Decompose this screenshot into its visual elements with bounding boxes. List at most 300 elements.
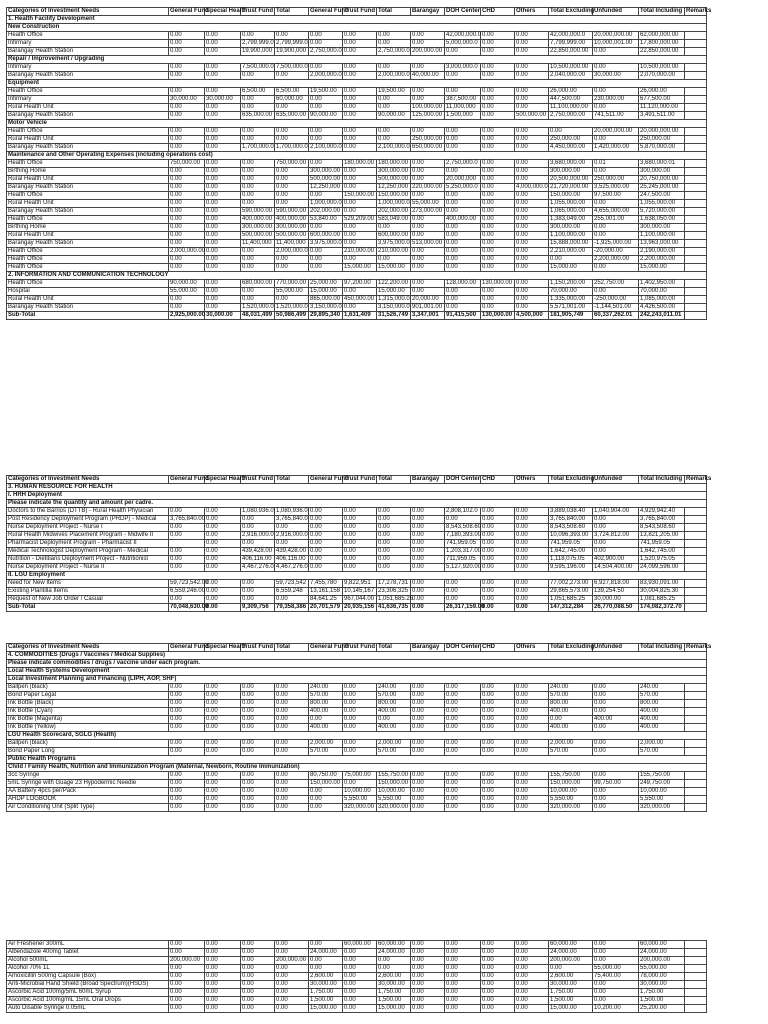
amount-cell: 0.00 — [205, 184, 241, 192]
table-row — [7, 556, 707, 564]
amount-cell: 17,800,000.00 — [639, 40, 685, 48]
amount-cell: 0.00 — [241, 740, 275, 748]
amount-cell: 0.00 — [343, 136, 377, 144]
amount-cell: 1,750.00 — [549, 989, 593, 997]
amount-cell: 0.00 — [481, 288, 515, 296]
amount-cell — [685, 516, 707, 524]
amount-cell: 0.00 — [411, 981, 445, 989]
row-label: Barangay Health Station — [7, 304, 169, 312]
amount-cell: 0.00 — [593, 772, 639, 780]
amount-cell: 1,520,000.0 — [242, 304, 274, 311]
amount-cell: 0.00 — [205, 724, 241, 732]
amount-cell: 0.00 — [309, 256, 343, 264]
column-header: Total — [275, 476, 309, 484]
amount-cell: 2,925,000.00 — [170, 312, 206, 319]
amount-cell: 0.00 — [309, 508, 343, 516]
amount-cell: -1,144,501.00 — [593, 304, 639, 312]
amount-cell: 0.00 — [445, 780, 481, 788]
amount-cell: 48,031,499 — [241, 312, 275, 320]
amount-cell — [685, 224, 707, 232]
amount-cell: 0.00 — [549, 965, 593, 973]
amount-cell: 7,180,393.00 — [446, 532, 482, 539]
amount-cell: 0.00 — [593, 48, 639, 56]
row-label: Health Office — [7, 248, 169, 256]
row-label: Ink Bottle (Cyan) — [7, 708, 169, 716]
amount-cell: 0.00 — [241, 168, 275, 176]
amount-cell: 0.00 — [411, 64, 445, 72]
section-label: Motor Vehicle — [7, 120, 707, 128]
section-row — [7, 732, 707, 740]
row-label: AHDP LOGBOOK — [7, 796, 169, 804]
amount-cell: 13,161,158 — [309, 588, 343, 596]
column-header: Unfunded — [593, 476, 639, 484]
amount-cell: 0.00 — [275, 264, 309, 272]
amount-cell: 0.00 — [241, 288, 275, 296]
amount-cell — [685, 788, 707, 796]
amount-cell: 590,000.00 — [275, 208, 309, 216]
amount-cell: 55,000.00 — [593, 965, 639, 973]
amount-cell: 0.00 — [275, 192, 309, 200]
amount-cell: 0.00 — [241, 684, 275, 692]
amount-cell — [685, 280, 707, 288]
amount-cell: 2,000.00 — [309, 740, 343, 748]
amount-cell: 19,900,000 — [275, 48, 309, 56]
amount-cell: 387,500.00 — [445, 96, 481, 104]
amount-cell: 24,000.00 — [639, 949, 685, 957]
amount-cell: 500,000.00 — [377, 176, 411, 184]
amount-cell: 0.00 — [343, 256, 377, 264]
amount-cell: 5,571,001.00 — [549, 304, 593, 312]
amount-cell: 0.00 — [343, 1005, 377, 1013]
section-label: 1. Health Facility Development — [7, 16, 707, 24]
amount-cell: 150,000.00 — [549, 780, 593, 788]
row-label: Doctors to the Barrios (DTTB) - Rural Health Physician — [7, 508, 169, 516]
column-header: Trust Fund — [242, 8, 273, 15]
amount-cell — [169, 540, 205, 548]
amount-cell: 210,000.00 — [377, 248, 411, 256]
table-row — [7, 997, 707, 1005]
amount-cell: 70,048,630.00 — [170, 604, 209, 611]
amount-cell: 0.00 — [205, 32, 241, 40]
amount-cell: 0.00 — [275, 997, 309, 1005]
amount-cell — [685, 708, 707, 716]
amount-cell: 0.00 — [593, 540, 639, 548]
amount-cell: 0.00 — [515, 176, 549, 184]
section-row — [7, 764, 707, 772]
amount-cell: 0.00 — [411, 280, 445, 288]
amount-cell: 0.00 — [515, 796, 549, 804]
amount-cell: 0.00 — [169, 684, 205, 692]
table-row — [7, 72, 707, 80]
amount-cell: 0.00 — [593, 740, 639, 748]
amount-cell: 3,000,000.0 — [445, 64, 481, 72]
amount-cell: 0.00 — [205, 604, 241, 612]
amount-cell: 0.00 — [481, 796, 515, 804]
section-label: Child / Family Health, Nutrition and Immunization Program (Maternal, Newborn, Routine Immunization) — [7, 764, 707, 772]
amount-cell: 0.00 — [593, 997, 639, 1005]
amount-cell: 3,680,000.00 — [549, 160, 593, 168]
amount-cell: 0.00 — [377, 556, 411, 564]
amount-cell: 0.00 — [169, 40, 205, 48]
amount-cell: 0.00 — [411, 96, 445, 104]
amount-cell: 0.00 — [411, 564, 445, 572]
amount-cell: 60,337,262.01 — [593, 312, 639, 320]
amount-cell: 0.00 — [411, 965, 445, 973]
amount-cell: 0.00 — [241, 804, 275, 812]
amount-cell: 0.00 — [411, 716, 445, 724]
amount-cell: 0.00 — [515, 540, 549, 548]
amount-cell: 400,000.00 — [275, 216, 309, 224]
amount-cell: 0.00 — [593, 788, 639, 796]
amount-cell: 1,000,000.0 — [310, 200, 342, 207]
amount-cell: 4,500,000 — [515, 312, 549, 320]
amount-cell: 2,600.00 — [549, 973, 593, 981]
amount-cell: 79,358,386 — [275, 604, 309, 612]
amount-cell: 0.00 — [411, 997, 445, 1005]
amount-cell: 1,638,050.00 — [639, 216, 685, 224]
amount-cell: 0.00 — [515, 136, 549, 144]
amount-cell: 0.00 — [445, 128, 481, 136]
amount-cell: 0.00 — [205, 700, 241, 708]
amount-cell: 1,051,685.25 — [549, 596, 593, 604]
amount-cell: 1,080,936.0 — [276, 508, 308, 515]
amount-cell: 7,500,000.0 — [242, 64, 274, 71]
column-header: Trust Fund — [344, 8, 375, 15]
section-row — [7, 660, 707, 668]
amount-cell: 0.00 — [343, 176, 377, 184]
amount-cell: 10,500,000.00 — [639, 64, 685, 72]
amount-cell: 62,000,000.00 — [639, 32, 685, 40]
amount-cell: 20,701,579 — [309, 604, 343, 612]
amount-cell: 0.00 — [481, 596, 515, 604]
amount-cell: 2,808,102.0 — [445, 508, 481, 516]
amount-cell: 300,000.00 — [549, 224, 593, 232]
column-header: Total — [377, 476, 411, 484]
amount-cell: 570.00 — [377, 748, 411, 756]
amount-cell — [685, 288, 707, 296]
table-row — [7, 240, 707, 248]
amount-cell: 30,000.00 — [593, 72, 639, 80]
amount-cell: 0.00 — [241, 200, 275, 208]
amount-cell: 0.00 — [205, 684, 241, 692]
amount-cell: 90,000.00 — [309, 112, 343, 120]
amount-cell: 0.00 — [515, 280, 549, 288]
row-label: Health Office — [7, 192, 169, 200]
amount-cell: 40,000.00 — [411, 72, 445, 80]
amount-cell: 0.00 — [481, 973, 515, 981]
amount-cell — [685, 548, 707, 556]
row-label: Anti-Microbial Hand Shield (Broad Spectrum)(HSDS) — [7, 981, 169, 989]
amount-cell: 20,935,156 — [343, 604, 377, 612]
amount-cell: 0.00 — [343, 304, 377, 312]
amount-cell: 41,636,735 — [377, 604, 411, 612]
amount-cell: 4,929,942.40 — [639, 508, 685, 516]
amount-cell: 0.00 — [169, 256, 205, 264]
amount-cell: 0.00 — [205, 264, 241, 272]
amount-cell: 0.00 — [205, 989, 241, 997]
amount-cell: 230,000.00 — [593, 96, 639, 104]
amount-cell: 0.00 — [593, 748, 639, 756]
amount-cell: 650,000.00 — [411, 144, 445, 152]
amount-cell: 0.00 — [205, 1005, 241, 1013]
amount-cell: 0.00 — [515, 548, 549, 556]
amount-cell: 0.00 — [515, 304, 549, 312]
amount-cell: 0.00 — [205, 772, 241, 780]
section-row — [7, 272, 707, 280]
amount-cell: 91,415,500 — [445, 312, 481, 320]
amount-cell: 0.00 — [481, 957, 515, 965]
table-row — [7, 232, 707, 240]
amount-cell: 0.00 — [377, 957, 411, 965]
amount-cell: 59,723,542 — [275, 580, 309, 588]
amount-cell: 0.00 — [309, 104, 343, 112]
table-row — [7, 296, 707, 304]
amount-cell — [685, 40, 707, 48]
column-header: Trust Fund — [344, 476, 375, 483]
amount-cell: 0.00 — [169, 224, 205, 232]
amount-cell: 4,450,000.00 — [549, 144, 593, 152]
row-label: AA Battery 4pcs per/Pack — [7, 788, 169, 796]
amount-cell: 15,000.00 — [377, 1005, 411, 1013]
amount-cell — [685, 248, 707, 256]
amount-cell: 402,900.00 — [593, 556, 639, 564]
amount-cell: 0.00 — [275, 32, 309, 40]
amount-cell: 0.00 — [515, 772, 549, 780]
amount-cell: 0.00 — [241, 524, 275, 532]
amount-cell: 0.00 — [169, 192, 205, 200]
amount-cell: 0.00 — [309, 965, 343, 973]
amount-cell: 75,400.00 — [593, 973, 639, 981]
column-header: Total — [275, 644, 309, 652]
amount-cell: 300,000.00 — [549, 168, 593, 176]
amount-cell: 0.00 — [411, 516, 445, 524]
amount-cell: 0.00 — [445, 304, 481, 312]
amount-cell: 0.00 — [343, 548, 377, 556]
amount-cell — [685, 184, 707, 192]
table-row — [7, 192, 707, 200]
amount-cell: 0.00 — [241, 708, 275, 716]
amount-cell: 10,200.00 — [593, 1005, 639, 1013]
row-label: Air Conditioning Unit (Split Type) — [7, 804, 169, 812]
section-label: Repair / Improvement / Upgrading — [7, 56, 707, 64]
amount-cell — [685, 564, 707, 572]
amount-cell: 0.00 — [411, 580, 445, 588]
amount-cell: 1,065,000.00 — [549, 208, 593, 216]
amount-cell — [685, 716, 707, 724]
amount-cell: 0.00 — [309, 160, 343, 168]
amount-cell: 1,118,075.05 — [549, 556, 593, 564]
amount-cell: 240.00 — [309, 684, 343, 692]
amount-cell: 0.00 — [445, 248, 481, 256]
amount-cell: 4,000,000.0 — [516, 184, 548, 191]
amount-cell: 0.00 — [343, 748, 377, 756]
spreadsheet-table — [6, 940, 707, 1013]
amount-cell — [685, 532, 707, 540]
amount-cell: 1,383,049.00 — [549, 216, 593, 224]
row-label: Rural Health Unit — [7, 296, 169, 304]
amount-cell: 0.00 — [515, 684, 549, 692]
amount-cell: 0.00 — [411, 941, 445, 949]
section-label: LGU Health Scorecard, SGLG (Health) — [7, 732, 707, 740]
table-row — [7, 700, 707, 708]
amount-cell: 0.00 — [377, 96, 411, 104]
amount-cell: 0.00 — [481, 264, 515, 272]
amount-cell — [685, 32, 707, 40]
amount-cell: 0.01 — [593, 160, 639, 168]
amount-cell: 0.00 — [481, 748, 515, 756]
amount-cell: 0.00 — [481, 88, 515, 96]
amount-cell: 0.00 — [377, 128, 411, 136]
amount-cell — [685, 72, 707, 80]
table-row — [7, 508, 707, 516]
amount-cell: 60,000.00 — [549, 941, 593, 949]
amount-cell: 300,000.00 — [377, 168, 411, 176]
amount-cell: 15,888,000.00 — [549, 240, 593, 248]
amount-cell: 300,000.00 — [639, 168, 685, 176]
amount-cell: 0.00 — [241, 796, 275, 804]
amount-cell: 220,000.00 — [411, 184, 445, 192]
amount-cell: 125,000.00 — [411, 112, 445, 120]
section-label: II. LGU Employment — [7, 572, 707, 580]
amount-cell: 0.00 — [481, 524, 515, 532]
table-row — [7, 989, 707, 997]
amount-cell: 0.00 — [343, 112, 377, 120]
section-label: I. HRH Deployment — [7, 492, 707, 500]
amount-cell: 0.00 — [481, 208, 515, 216]
amount-cell: 1,000,000.0 — [378, 200, 410, 207]
amount-cell: 0.00 — [343, 184, 377, 192]
amount-cell: 30,000.00 — [639, 981, 685, 989]
amount-cell: 25,000.00 — [309, 280, 343, 288]
amount-cell: 0.00 — [515, 508, 549, 516]
amount-cell: 741,959.05 — [639, 540, 685, 548]
amount-cell: 0.00 — [169, 240, 205, 248]
table-row — [7, 200, 707, 208]
amount-cell: 5,550.00 — [343, 796, 377, 804]
amount-cell: 0.00 — [515, 748, 549, 756]
amount-cell: 0.00 — [515, 88, 549, 96]
amount-cell: 155,750.00 — [377, 772, 411, 780]
amount-cell: 439,428.00 — [241, 548, 275, 556]
amount-cell: 0.00 — [205, 216, 241, 224]
amount-cell — [685, 796, 707, 804]
amount-cell: 439,428.00 — [275, 548, 309, 556]
amount-cell: 1,402,950.00 — [639, 280, 685, 288]
amount-cell: 0.00 — [593, 796, 639, 804]
amount-cell: 0.00 — [481, 240, 515, 248]
amount-cell: 0.00 — [377, 104, 411, 112]
row-label: Health Office — [7, 216, 169, 224]
amount-cell: 155,750.00 — [639, 772, 685, 780]
amount-cell: 1,315,000.0 — [378, 296, 410, 303]
column-header: Trust Fund — [242, 476, 273, 483]
amount-cell: 0.00 — [411, 604, 445, 612]
amount-cell: 0.00 — [169, 780, 205, 788]
amount-cell: 590,000.00 — [241, 208, 275, 216]
section-row — [7, 492, 707, 500]
amount-cell: 0.00 — [205, 144, 241, 152]
amount-cell: 0.00 — [241, 788, 275, 796]
amount-cell: 0.00 — [481, 200, 515, 208]
amount-cell: 2,200,000.00 — [593, 256, 639, 264]
amount-cell: 5,720,000.00 — [639, 208, 685, 216]
amount-cell: 0.00 — [377, 40, 411, 48]
amount-cell: 0.00 — [411, 264, 445, 272]
section-label: Public Health Programs — [7, 756, 707, 764]
amount-cell: 0.00 — [445, 144, 481, 152]
amount-cell: 0.00 — [481, 1005, 515, 1013]
amount-cell: 0.00 — [343, 724, 377, 732]
amount-cell: 29,865,573.00 — [549, 588, 593, 596]
section-row — [7, 80, 707, 88]
amount-cell: 320,000.00 — [377, 804, 411, 812]
amount-cell: 0.00 — [515, 973, 549, 981]
amount-cell: 0.00 — [241, 716, 275, 724]
amount-cell: 0.00 — [169, 564, 205, 572]
amount-cell: 6,559,248.00 — [170, 588, 206, 595]
amount-cell: 0.00 — [481, 176, 515, 184]
table-row — [7, 48, 707, 56]
amount-cell: 0.00 — [593, 232, 639, 240]
amount-cell: 147,312,284 — [549, 604, 593, 612]
amount-cell — [685, 48, 707, 56]
amount-cell: 31,526,749 — [377, 312, 411, 320]
amount-cell — [685, 556, 707, 564]
amount-cell: 0.00 — [169, 524, 205, 532]
amount-cell: 300,000.00 — [275, 224, 309, 232]
amount-cell: 0.00 — [411, 973, 445, 981]
amount-cell — [685, 804, 707, 812]
table-row — [7, 708, 707, 716]
amount-cell: 635,000.00 — [275, 112, 309, 120]
amount-cell: 0.00 — [481, 548, 515, 556]
amount-cell: 0.00 — [343, 508, 377, 516]
amount-cell: 0.00 — [411, 40, 445, 48]
amount-cell: 0.00 — [241, 136, 275, 144]
amount-cell: 0.00 — [515, 716, 549, 724]
column-header: CHD — [481, 8, 515, 16]
amount-cell: 0.00 — [481, 516, 515, 524]
amount-cell: 0.00 — [515, 700, 549, 708]
amount-cell: 320,000.00 — [343, 804, 377, 812]
amount-cell: 0.00 — [309, 540, 343, 548]
amount-cell: 0.00 — [549, 716, 593, 724]
amount-cell: 200,000.00 — [411, 48, 445, 56]
table-row — [7, 965, 707, 973]
amount-cell: 0.00 — [515, 604, 549, 612]
amount-cell: 0.00 — [445, 708, 481, 716]
amount-cell: 3,975,000.0 — [310, 240, 342, 247]
row-label: Existing Plantilla Items — [7, 588, 169, 596]
amount-cell: 0.00 — [241, 724, 275, 732]
amount-cell: 0.00 — [593, 981, 639, 989]
amount-cell: 0.00 — [411, 957, 445, 965]
amount-cell: 0.00 — [515, 240, 549, 248]
amount-cell: 0.00 — [445, 588, 481, 596]
amount-cell: 0.00 — [169, 804, 205, 812]
amount-cell: 30,000.00 — [309, 981, 343, 989]
amount-cell: 0.00 — [275, 136, 309, 144]
amount-cell: 0.00 — [411, 1005, 445, 1013]
amount-cell: 0.00 — [205, 304, 241, 312]
amount-cell: 0.00 — [411, 248, 445, 256]
amount-cell: 2,600.00 — [377, 973, 411, 981]
table-row — [7, 580, 707, 588]
amount-cell: 8,543,508.60 — [549, 524, 593, 532]
row-label: Health Office — [7, 128, 169, 136]
amount-cell: 5,127,920.00 — [446, 564, 482, 571]
row-label: Air Freshener 300mL — [7, 941, 169, 949]
